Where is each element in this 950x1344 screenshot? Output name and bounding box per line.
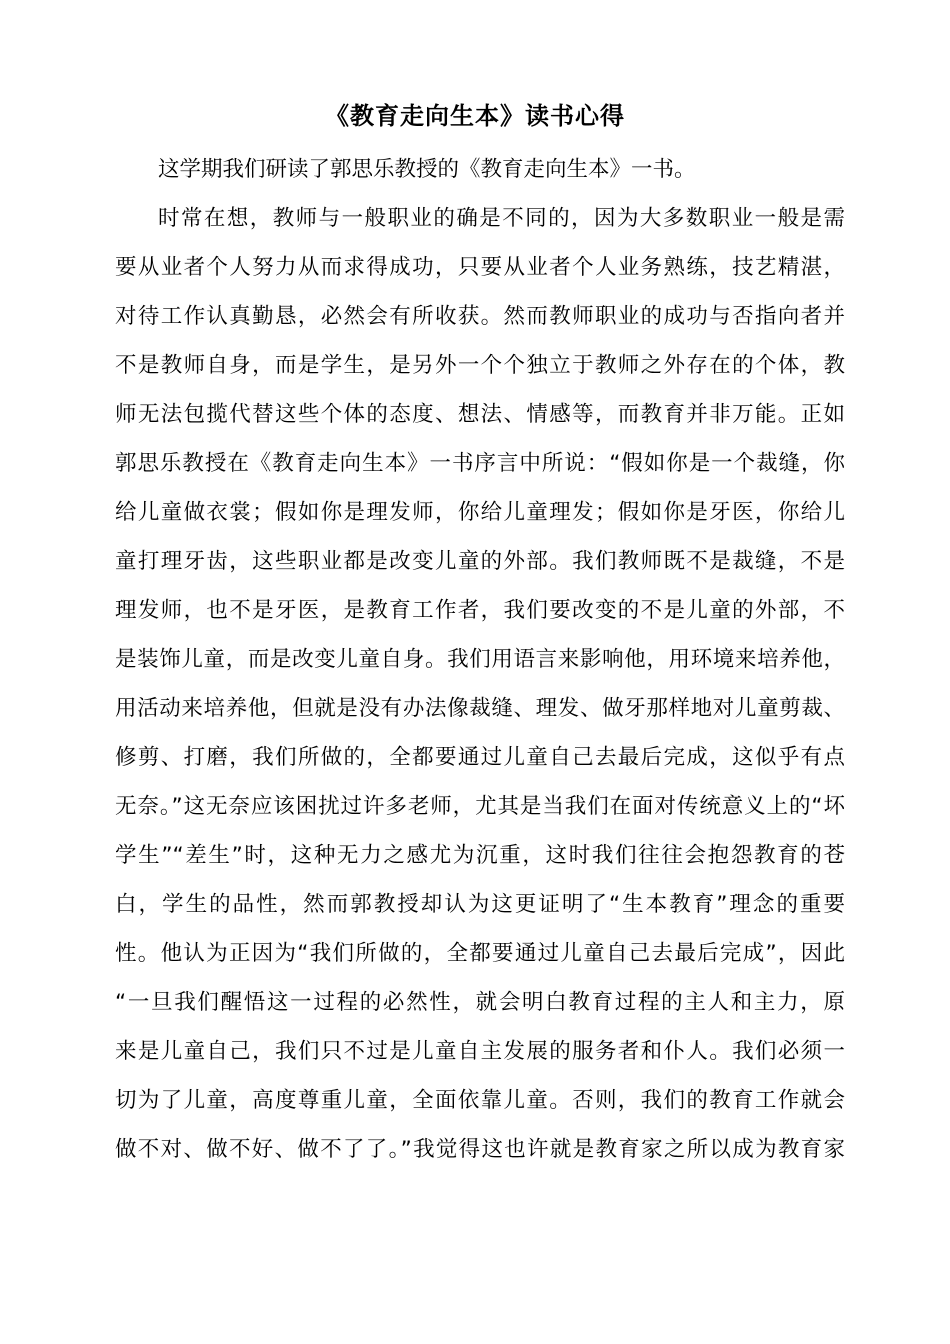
paragraph-line: “一旦我们醒悟这一过程的必然性，就会明白教育过程的主人和主力，原	[115, 990, 845, 1015]
paragraph-line: 师无法包揽代替这些个体的态度、想法、情感等，而教育并非万能。正如	[115, 402, 845, 427]
paragraph-line: 对待工作认真勤恳，必然会有所收获。然而教师职业的成功与否指向者并	[115, 304, 845, 329]
paragraph-line: 来是儿童自己，我们只不过是儿童自主发展的服务者和仆人。我们必须一	[115, 1039, 845, 1064]
paragraph-line: 性。他认为正因为“我们所做的，全都要通过儿童自己去最后完成”，因此	[115, 941, 845, 966]
paragraph-line: 白，学生的品性，然而郭教授却认为这更证明了“生本教育”理念的重要	[115, 892, 845, 917]
paragraph-line: 郭思乐教授在《教育走向生本》一书序言中所说：“假如你是一个裁缝，你	[115, 451, 845, 476]
paragraph-line: 要从业者个人努力从而求得成功，只要从业者个人业务熟练，技艺精湛，	[115, 255, 845, 280]
paragraph-line: 切为了儿童，高度尊重儿童，全面依靠儿童。否则，我们的教育工作就会	[115, 1088, 845, 1113]
paragraph-line: 是装饰儿童，而是改变儿童自身。我们用语言来影响他，用环境来培养他，	[115, 647, 845, 672]
document-title: 《教育走向生本》读书心得	[325, 102, 625, 130]
paragraph-line: 修剪、打磨，我们所做的，全都要通过儿童自己去最后完成，这似乎有点	[115, 745, 845, 770]
paragraph-line: 无奈。”这无奈应该困扰过许多老师，尤其是当我们在面对传统意义上的“坏	[115, 794, 845, 819]
paragraph-line: 童打理牙齿，这些职业都是改变儿童的外部。我们教师既不是裁缝，不是	[115, 549, 845, 574]
paragraph-line: 学生”“差生”时，这种无力之感尤为沉重，这时我们往往会抱怨教育的苍	[115, 843, 845, 868]
paragraph-line: 时常在想，教师与一般职业的确是不同的，因为大多数职业一般是需	[158, 206, 845, 231]
intro-paragraph: 这学期我们研读了郭思乐教授的《教育走向生本》一书。	[158, 157, 696, 182]
paragraph-line: 给儿童做衣裳；假如你是理发师，你给儿童理发；假如你是牙医，你给儿	[115, 500, 845, 525]
paragraph-line: 不是教师自身，而是学生，是另外一个个独立于教师之外存在的个体，教	[115, 353, 845, 378]
paragraph-line: 理发师，也不是牙医，是教育工作者，我们要改变的不是儿童的外部，不	[115, 598, 845, 623]
paragraph-line: 做不对、做不好、做不了了。”我觉得这也许就是教育家之所以成为教育家	[115, 1137, 845, 1162]
paragraph-line: 用活动来培养他，但就是没有办法像裁缝、理发、做牙那样地对儿童剪裁、	[115, 696, 845, 721]
